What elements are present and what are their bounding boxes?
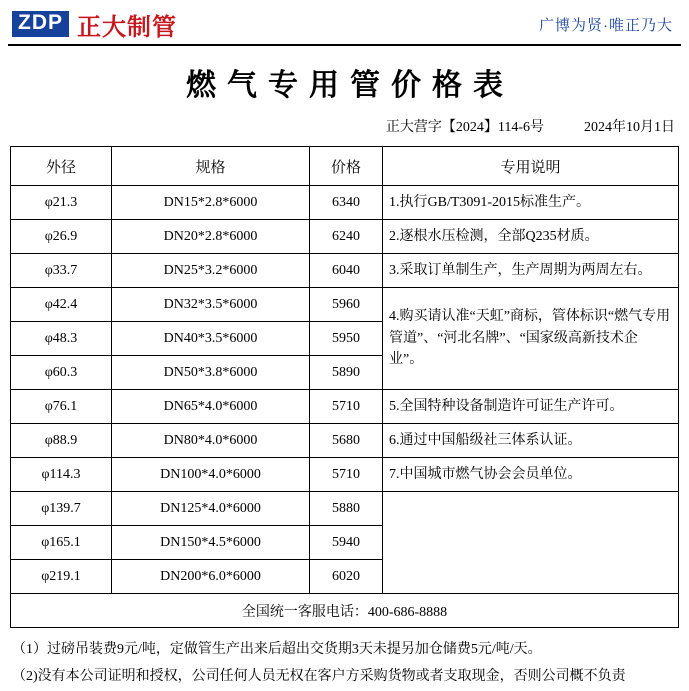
cell-outer-diameter: φ219.1 [11,560,112,594]
cell-spec: DN40*3.5*6000 [112,322,310,356]
table-row [11,254,679,288]
cell-spec: DN65*4.0*6000 [112,390,310,424]
cell-price: 5940 [310,526,383,560]
company-name: 正大制管 [77,13,177,41]
note-item: 1.执行GB/T3091-2015标准生产。 [383,186,679,220]
table-row [11,492,679,526]
cell-price: 5890 [310,356,383,390]
cell-price: 6340 [310,186,383,220]
document-date: 2024年10月1日 [584,120,675,135]
note-item: 3.采取订单制生产，生产周期为两周左右。 [383,254,679,288]
company-logo [12,7,177,42]
cell-outer-diameter: φ139.7 [11,492,112,526]
cell-price: 6020 [310,560,383,594]
table-row [11,458,679,492]
cell-price: 5680 [310,424,383,458]
cell-price: 5960 [310,288,383,322]
cell-spec: DN50*3.8*6000 [112,356,310,390]
table-row [11,390,679,424]
page-title: 燃气专用管价格表 [186,69,514,102]
note-item: 2.逐根水压检测，全部Q235材质。 [383,220,679,254]
footnote-item: （1）过磅吊装费9元/吨，定做管生产出来后超出交货期3天未提另加仓储费5元/吨/天。 [12,642,542,657]
note-item: 7.中国城市燃气协会会员单位。 [383,458,679,492]
column-header-price: 价格 [310,147,383,186]
note-item: 5.全国特种设备制造许可证生产许可。 [383,390,679,424]
cell-outer-diameter: φ165.1 [11,526,112,560]
table-row [11,186,679,220]
customer-service-hotline: 全国统一客服电话：400-686-8888 [11,594,679,628]
cell-spec: DN100*4.0*6000 [112,458,310,492]
cell-outer-diameter: φ33.7 [11,254,112,288]
cell-price: 5710 [310,390,383,424]
table-row [11,220,679,254]
cell-outer-diameter: φ114.3 [11,458,112,492]
footnote-item: （2)没有本公司证明和授权，公司任何人员无权在客户方采购货物或者支取现金，否则公司概不负责 [12,669,626,685]
cell-price: 5950 [310,322,383,356]
cell-spec: DN32*3.5*6000 [112,288,310,322]
cell-price: 5710 [310,458,383,492]
table-row [11,288,679,322]
cell-price: 6040 [310,254,383,288]
note-empty-cell [383,492,679,594]
cell-spec: DN25*3.2*6000 [112,254,310,288]
document-header [0,0,689,44]
price-table [10,146,679,628]
cell-outer-diameter: φ42.4 [11,288,112,322]
cell-outer-diameter: φ48.3 [11,322,112,356]
cell-spec: DN150*4.5*6000 [112,526,310,560]
cell-outer-diameter: φ26.9 [11,220,112,254]
cell-price: 6240 [310,220,383,254]
company-slogan: 广博为贤·唯正乃大 [539,16,673,34]
footnotes [0,628,689,691]
document-meta [0,114,689,146]
cell-outer-diameter: φ88.9 [11,424,112,458]
cell-spec: DN20*2.8*6000 [112,220,310,254]
column-header-outer-diameter: 外径 [11,147,112,186]
cell-price: 5880 [310,492,383,526]
column-header-spec: 规格 [112,147,310,186]
cell-outer-diameter: φ76.1 [11,390,112,424]
cell-spec: DN200*6.0*6000 [112,560,310,594]
note-item: 6.通过中国船级社三体系认证。 [383,424,679,458]
table-header-row [11,147,679,186]
hotline-row [11,594,679,628]
note-item: 4.购买请认准“天虹”商标，管体标识“燃气专用管道”、“河北名牌”、“国家级高新技术企业”。 [383,288,679,390]
table-row [11,424,679,458]
cell-spec: DN15*2.8*6000 [112,186,310,220]
cell-outer-diameter: φ21.3 [11,186,112,220]
column-header-notes: 专用说明 [383,147,679,186]
cell-outer-diameter: φ60.3 [11,356,112,390]
document-number: 正大营字【2024】114-6号 [385,120,544,135]
cell-spec: DN125*4.0*6000 [112,492,310,526]
logo-mark-icon: ZDP [12,11,69,36]
cell-spec: DN80*4.0*6000 [112,424,310,458]
